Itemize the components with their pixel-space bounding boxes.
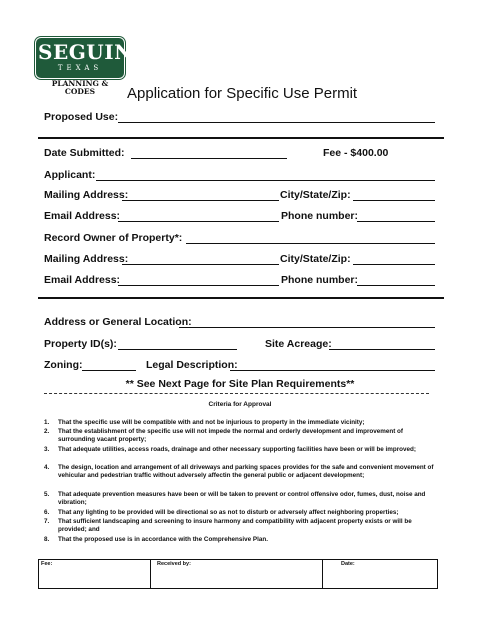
owner-phone-number-field[interactable] [357,285,435,286]
proposed-use-field[interactable] [118,122,435,123]
box-divider [150,559,151,589]
site-acreage-field[interactable] [329,349,435,350]
criteria-number: 1. [44,419,50,426]
criteria-item [44,509,438,517]
criteria-number: 6. [44,509,50,516]
city-state-zip-field[interactable] [353,200,435,201]
section-divider [38,137,444,139]
criteria-item [44,464,438,481]
mailing-address-field[interactable] [122,200,279,201]
criteria-number: 4. [44,464,50,471]
site-acreage-label: Site Acreage: [265,338,332,350]
property-ids-field[interactable] [118,349,237,350]
owner-mailing-address-label: Mailing Address: [44,253,129,265]
address-location-label: Address or General Location: [44,316,192,328]
applicant-label: Applicant: [44,169,96,181]
email-address-field[interactable] [118,221,279,222]
criteria-text: That any lighting to be provided will be directional so as not to disturb or adversely affect neighboring properties; [58,509,399,516]
criteria-item [44,419,438,427]
property-ids-label: Property ID(s): [44,338,117,350]
criteria-heading: Criteria for Approval [208,401,272,408]
criteria-text: That adequate utilities, access roads, drainage and other necessary supporting facilities have been or will be improved; [58,446,416,453]
date-submitted-field[interactable] [131,158,287,159]
office-use-box [38,559,438,589]
criteria-number: 7. [44,518,50,525]
section-divider [38,297,444,299]
owner-email-address-field[interactable] [118,285,279,286]
owner-email-address-label: Email Address: [44,274,121,286]
criteria-item [44,536,438,544]
box-divider [322,559,323,589]
owner-city-state-zip-label: City/State/Zip: [280,253,351,265]
legal-description-field[interactable] [230,370,435,371]
logo-name: SEGUIN [38,40,133,64]
owner-mailing-address-field[interactable] [122,264,279,265]
criteria-number: 2. [44,428,50,435]
record-owner-label: Record Owner of Property*: [44,232,183,244]
address-location-field[interactable] [179,327,435,328]
owner-city-state-zip-field[interactable] [353,264,435,265]
owner-phone-number-label: Phone number: [281,274,359,286]
record-owner-field[interactable] [186,243,435,244]
page-title: Application for Specific Use Permit [127,85,358,102]
proposed-use-label: Proposed Use: [44,111,119,123]
criteria-text: The design, location and arrangement of all driveways and parking spaces provides for the safe and convenient movement of vehicular and pedestrian traffic without adversely affectin the general public or adjacent development; [58,464,434,480]
criteria-text: That adequate prevention measures have been or will be taken to prevent or control offensive odor, fumes, dust, noise and vibration; [58,491,426,507]
zoning-label: Zoning: [44,359,83,371]
office-fee-label: Fee: [41,561,53,567]
criteria-text: That the proposed use is in accordance with the Comprehensive Plan. [58,536,268,543]
mailing-address-label: Mailing Address: [44,189,129,201]
department-line-2: CODES [64,87,96,96]
criteria-number: 5. [44,491,50,498]
department-line-1: PLANNING & [51,79,109,88]
criteria-text: That sufficient landscaping and screening to insure harmony and compatibility with adjacent property exists or will be provided; and [58,518,412,534]
department-label [44,80,116,96]
criteria-text: That the specific use will be compatible with and not be injurious to property in the immediate vicinity; [58,419,365,426]
applicant-field[interactable] [96,180,435,181]
criteria-item [44,518,438,535]
received-by-label: Received by: [157,561,191,567]
dashed-divider [44,393,429,394]
criteria-item [44,491,438,508]
criteria-text: That the establishment of the specific use will not impede the normal and orderly development and improvement of surrounding vacant property; [58,428,403,444]
phone-number-field[interactable] [357,221,435,222]
fee-label: Fee - $400.00 [323,147,389,159]
city-state-zip-label: City/State/Zip: [280,189,351,201]
criteria-item [44,428,438,445]
phone-number-label: Phone number: [281,210,359,222]
legal-description-label: Legal Description: [146,359,238,371]
logo-state: TEXAS [57,64,103,72]
criteria-item [44,446,438,454]
office-date-label: Date: [341,561,355,567]
date-submitted-label: Date Submitted: [44,147,125,159]
criteria-number: 8. [44,536,50,543]
site-plan-note: ** See Next Page for Site Plan Requirements** [125,378,355,390]
email-address-label: Email Address: [44,210,121,222]
zoning-field[interactable] [82,370,136,371]
criteria-number: 3. [44,446,50,453]
